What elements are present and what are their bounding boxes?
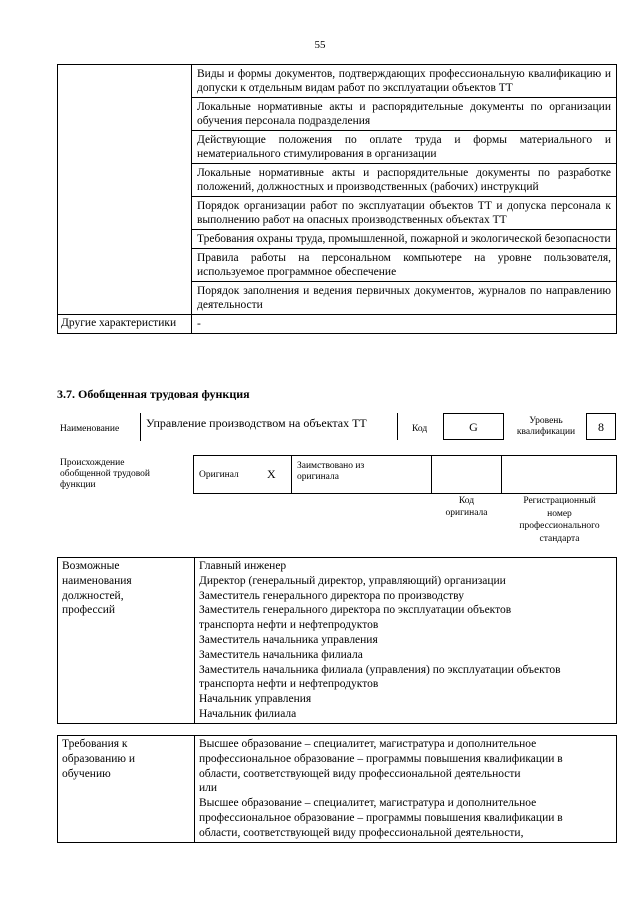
other-characteristics-value: - xyxy=(192,315,617,334)
position-line: Заместитель начальника филиала (управления) по эксплуатации объектов xyxy=(199,663,561,676)
positions-list xyxy=(195,558,617,724)
name-box-left-border xyxy=(140,413,141,441)
positions-table xyxy=(57,557,617,724)
education-line: Высшее образование – специалитет, магистратура и дополнительное xyxy=(199,738,537,750)
education-requirements xyxy=(195,736,617,843)
positions-label xyxy=(58,558,195,724)
name-box xyxy=(140,413,398,440)
knowledge-item: Правила работы на персональном компьютере на уровне пользователя, используемое программное обеспечение xyxy=(192,249,617,282)
knowledge-item: Виды и формы документов, подтверждающих профессиональную квалификацию и допуски к отдельным видам работ по эксплуатации объектов ТТ xyxy=(192,65,617,98)
education-line: области, соответствующей виду профессиональной деятельности, xyxy=(199,826,524,839)
knowledge-table xyxy=(57,64,617,334)
position-line: Заместитель начальника управления xyxy=(199,633,378,646)
registration-caption-line: Регистрационный xyxy=(523,496,596,506)
name-label: Наименование xyxy=(60,424,120,434)
knowledge-item: Порядок организации работ по эксплуатации объектов ТТ и допуска персонала к выполнению работ на опасных производственных объектах ТТ xyxy=(192,197,617,230)
knowledge-item: Порядок заполнения и ведения первичных документов, журналов по направлению деятельности xyxy=(192,282,617,315)
education-line: Высшее образование – специалитет, магистратура и дополнительное xyxy=(199,797,537,810)
level-label xyxy=(508,416,584,438)
table-row xyxy=(58,65,617,98)
borrowed-label-line: оригинала xyxy=(297,472,339,482)
code-value: G xyxy=(469,420,478,434)
position-line: Начальник управления xyxy=(199,693,312,706)
level-label-line: квалификации xyxy=(516,427,576,437)
education-line: или xyxy=(199,782,218,795)
code-original-caption-line: оригинала xyxy=(445,508,488,518)
borrowed-label xyxy=(297,461,364,483)
knowledge-item: Локальные нормативные акты и распорядительные документы по организации обучения персонала подразделения xyxy=(192,98,617,131)
origin-label-line: Происхождение xyxy=(60,458,125,468)
positions-label-line: профессий xyxy=(62,604,116,617)
original-label: Оригинал xyxy=(199,470,239,480)
empty-label-cell xyxy=(58,65,192,315)
education-label-line: образованию и xyxy=(62,752,135,765)
level-value: 8 xyxy=(598,420,604,434)
original-mark: X xyxy=(267,467,276,481)
positions-label-line: должностей, xyxy=(62,589,124,602)
other-characteristics-label: Другие характеристики xyxy=(58,315,192,334)
knowledge-item: Требования охраны труда, промышленной, пожарной и экологической безопасности xyxy=(192,230,617,249)
position-line: Директор (генеральный директор, управляющий) организации xyxy=(199,574,506,587)
code-original-caption xyxy=(432,495,501,519)
position-line: Заместитель генерального директора по производству xyxy=(199,589,464,602)
level-label-line: Уровень xyxy=(529,416,563,426)
knowledge-item: Действующие положения по оплате труда и формы материального и нематериального стимулирования в организации xyxy=(192,131,617,164)
education-label xyxy=(58,736,195,843)
education-label-line: обучению xyxy=(62,767,111,780)
registration-caption xyxy=(502,495,617,545)
table-row xyxy=(58,558,617,724)
education-label-line: Требования к xyxy=(62,738,128,750)
position-line: Заместитель начальника филиала xyxy=(199,648,363,661)
origin-label xyxy=(60,458,150,491)
education-table xyxy=(57,735,617,843)
level-box xyxy=(586,413,616,440)
code-box xyxy=(443,413,504,440)
code-original-caption-line: Код xyxy=(458,496,475,506)
knowledge-item: Локальные нормативные акты и распорядительные документы по разработке положений, должностных и производственных (рабочих) инструкций xyxy=(192,164,617,197)
origin-divider xyxy=(291,455,292,494)
table-row xyxy=(58,736,617,843)
education-line: профессиональное образование – программы повышения квалификации в xyxy=(199,752,563,765)
education-line: профессиональное образование – программы повышения квалификации в xyxy=(199,811,563,824)
positions-label-line: Возможные xyxy=(62,560,120,572)
position-line: Начальник филиала xyxy=(199,707,297,720)
position-line: Заместитель генерального директора по эксплуатации объектов xyxy=(199,604,512,617)
education-line: области, соответствующей виду профессиональной деятельности xyxy=(199,767,521,780)
code-label: Код xyxy=(412,424,428,434)
section-heading: 3.7. Обобщенная трудовая функция xyxy=(57,387,250,401)
borrowed-label-line: Заимствовано из xyxy=(297,461,365,471)
position-line: Главный инженер xyxy=(199,560,287,572)
position-line: транспорта нефти и нефтепродуктов xyxy=(199,619,379,632)
origin-label-line: обобщенной трудовой xyxy=(60,469,150,479)
page-number: 55 xyxy=(314,39,326,51)
positions-label-line: наименования xyxy=(62,574,132,587)
position-line: транспорта нефти и нефтепродуктов xyxy=(199,678,379,691)
origin-label-line: функции xyxy=(60,480,96,490)
origin-divider xyxy=(431,455,432,494)
registration-caption-line: профессионального xyxy=(519,521,600,531)
name-value: Управление производством на объектах ТТ xyxy=(146,416,367,430)
registration-caption-line: номер xyxy=(547,508,572,519)
origin-box xyxy=(193,455,617,494)
registration-caption-line: стандарта xyxy=(539,533,580,544)
table-row xyxy=(58,315,617,334)
origin-divider xyxy=(501,455,502,494)
